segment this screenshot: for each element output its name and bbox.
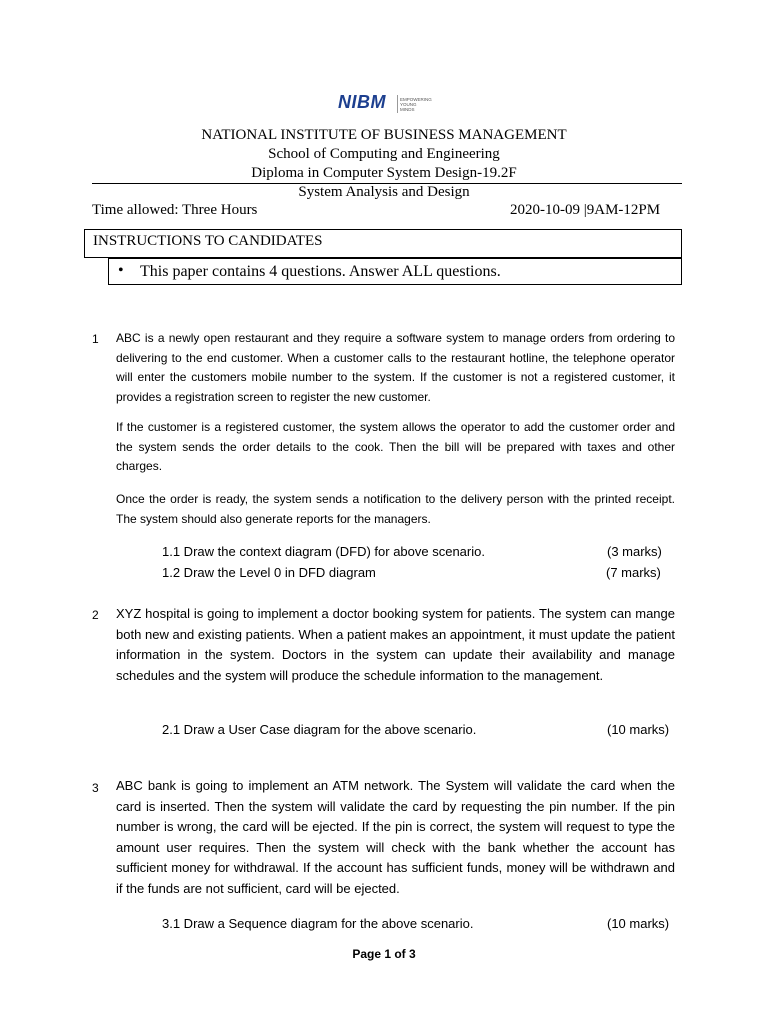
- bullet-icon: •: [118, 262, 124, 279]
- question-paragraph: Once the order is ready, the system sends a notification to the delivery person with the printed receipt. The system should also generate reports for the managers.: [116, 492, 675, 526]
- question-number: 2: [92, 608, 99, 622]
- institute-name: NATIONAL INSTITUTE OF BUSINESS MANAGEMENT: [201, 127, 567, 143]
- logo-divider: [397, 95, 398, 113]
- question-task: 2.1 Draw a User Case diagram for the above scenario.: [162, 722, 477, 737]
- instructions-heading-box: [84, 229, 682, 258]
- logo-brand: NIBM: [338, 92, 386, 112]
- task-marks: (10 marks): [607, 916, 670, 931]
- page-number: Page 1 of 3: [352, 947, 416, 961]
- school-name: School of Computing and Engineering: [268, 146, 500, 162]
- programme-name: Diploma in Computer System Design-19.2F: [251, 165, 517, 181]
- task-marks: (3 marks): [607, 544, 662, 559]
- question-paragraph: XYZ hospital is going to implement a doctor booking system for patients. The system can mange both new and existing patients. When a patient makes an appointment, it must update the patient information in the system. Doctors in the system can update their availability and manage schedules and the system will produce the schedule information to the management.: [116, 606, 675, 683]
- question-paragraph: If the customer is a registered customer, the system allows the operator to add the customer order and the system sends the order details to the cook. Then the bill will be prepared with taxes and other charges.: [116, 420, 675, 473]
- task-marks: (7 marks): [606, 565, 661, 580]
- nibm-logo: [338, 92, 438, 118]
- question-paragraph: ABC is a newly open restaurant and they require a software system to manage orders from ordering to delivering to the end customer. When a customer calls to the restaurant hotline, the telephone operator will enter the customers mobile number to the system. If the customer is not a registered customer, it provides a registration screen to register the new customer.: [116, 331, 675, 404]
- instructions-heading: INSTRUCTIONS TO CANDIDATES: [93, 233, 323, 249]
- instruction-item: This paper contains 4 questions. Answer ALL questions.: [140, 263, 501, 280]
- question-task: 1.2 Draw the Level 0 in DFD diagram: [162, 565, 376, 580]
- exam-date-time: 2020-10-09 |9AM-12PM: [510, 202, 661, 218]
- logo-tagline: EMPOWERING YOUNG MINDS: [400, 97, 432, 112]
- subject-name: System Analysis and Design: [298, 184, 470, 200]
- question-paragraph: ABC bank is going to implement an ATM network. The System will validate the card when the card is inserted. Then the system will validate the card by requesting the pin number. If the pin number is wrong, the card will be ejected. If the pin is correct, the system will request to type the amount user requires. Then the system will check with the bank whether the account has sufficient money for withdrawal. If the account has sufficient funds, money will be withdrawn and if the funds are not sufficient, card will be ejected.: [116, 778, 675, 896]
- task-marks: (10 marks): [607, 722, 670, 737]
- question-task: 3.1 Draw a Sequence diagram for the above scenario.: [162, 916, 474, 931]
- question-task: 1.1 Draw the context diagram (DFD) for above scenario.: [162, 544, 485, 559]
- time-allowed: Time allowed: Three Hours: [92, 202, 258, 218]
- question-number: 1: [92, 332, 99, 346]
- instructions-list-box: [108, 258, 682, 285]
- question-number: 3: [92, 781, 99, 795]
